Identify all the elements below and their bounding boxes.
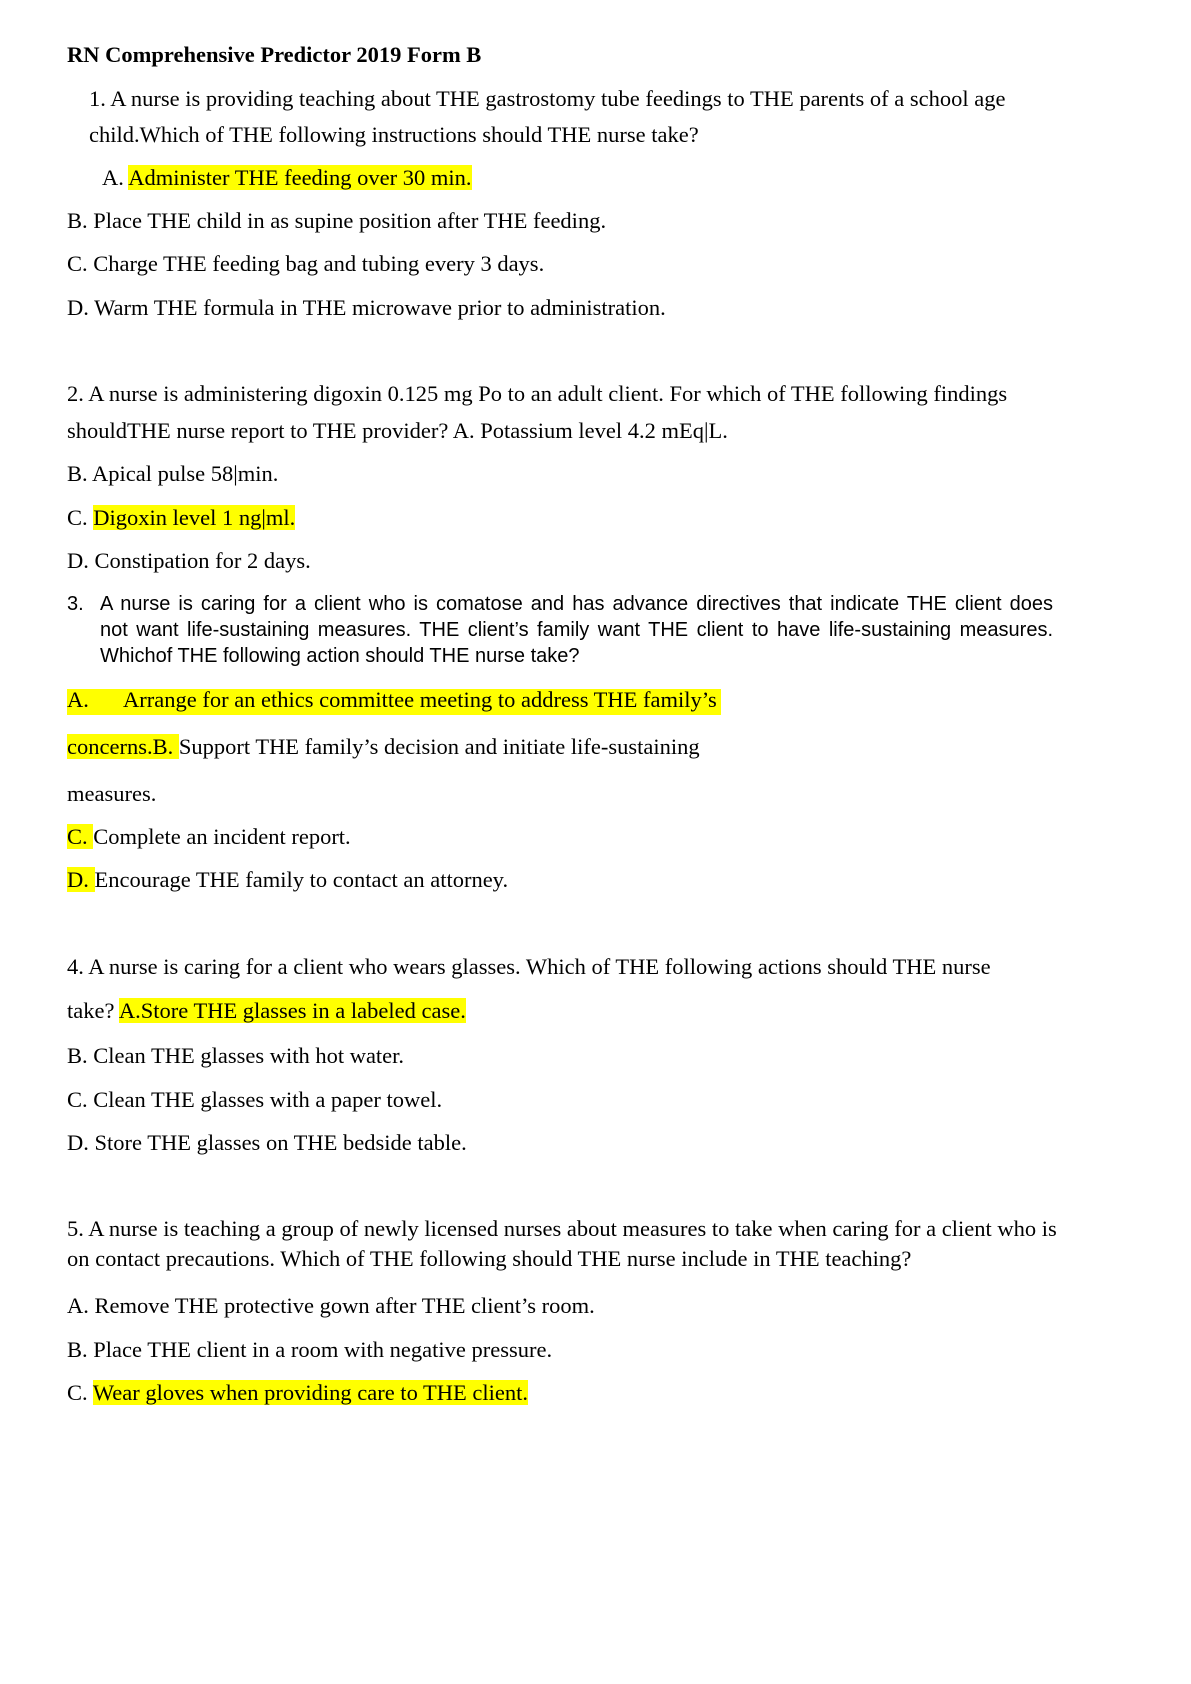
question-1-option-a bbox=[102, 167, 472, 190]
option-text: Constipation for 2 days. bbox=[94, 548, 311, 573]
highlighted-answer: concerns.B. bbox=[67, 734, 179, 759]
option-prefix: D. bbox=[67, 295, 95, 320]
option-text: Clean THE glasses with hot water. bbox=[93, 1043, 405, 1068]
option-text: Warm THE formula in THE microwave prior to administration. bbox=[94, 295, 666, 320]
highlighted-answer: Wear gloves when providing care to THE client. bbox=[92, 1380, 528, 1405]
option-text: Arrange for an ethics committee meeting to address THE family’s bbox=[123, 687, 717, 712]
highlighted-label: D. bbox=[67, 867, 95, 892]
option-prefix: D. bbox=[67, 1130, 95, 1155]
option-prefix: C. bbox=[67, 1087, 94, 1112]
option-prefix: C. bbox=[67, 1380, 93, 1405]
question-1-option-c bbox=[67, 253, 544, 276]
highlighted-answer: A.Store THE glasses in a labeled case. bbox=[118, 998, 466, 1023]
option-text: Charge THE feeding bag and tubing every 3 days. bbox=[93, 251, 545, 276]
option-prefix: B. bbox=[67, 1337, 94, 1362]
option-text: Place THE child in as supine position after THE feeding. bbox=[93, 208, 607, 233]
question-5-option-c bbox=[67, 1382, 528, 1405]
option-text: Apical pulse 58|min. bbox=[92, 461, 279, 486]
question-4-stem-line-1: 4. A nurse is caring for a client who wears glasses. Which of THE following actions should THE nurse bbox=[67, 954, 991, 979]
question-5-stem-line-1: 5. A nurse is teaching a group of newly licensed nurses about measures to take when caring for a client who is bbox=[67, 1216, 1057, 1241]
option-text: Clean THE glasses with a paper towel. bbox=[93, 1087, 443, 1112]
question-5-option-b bbox=[67, 1339, 552, 1362]
question-3-stem-line-2: not want life-sustaining measures. THE client’s family want THE client to have life-sustaining measures. bbox=[100, 619, 1053, 641]
question-2-option-d bbox=[67, 550, 311, 573]
option-prefix: C. bbox=[67, 505, 94, 530]
question-2-option-b bbox=[67, 463, 278, 486]
option-prefix: B. bbox=[67, 461, 93, 486]
question-3-option-d bbox=[67, 869, 508, 892]
option-prefix: A. bbox=[67, 1293, 95, 1318]
question-3-number: 3. bbox=[67, 593, 84, 615]
option-text: Place THE client in a room with negative pressure. bbox=[93, 1337, 553, 1362]
question-2-stem-line-1: 2. A nurse is administering digoxin 0.125 mg Po to an adult client. For which of THE following findings bbox=[67, 381, 1008, 406]
question-1-option-d bbox=[67, 297, 666, 320]
option-prefix: A. bbox=[67, 687, 89, 712]
question-5-stem-line-2: on contact precautions. Which of THE following should THE nurse include in THE teaching? bbox=[67, 1246, 912, 1271]
option-prefix: C. bbox=[67, 251, 94, 276]
question-2-stem-line-2: shouldTHE nurse report to THE provider? A. Potassium level 4.2 mEq|L. bbox=[67, 418, 728, 443]
option-prefix: D. bbox=[67, 548, 95, 573]
question-4-stem-line-2 bbox=[67, 1000, 466, 1023]
highlighted-answer: Digoxin level 1 ng|ml. bbox=[93, 505, 296, 530]
option-text: Remove THE protective gown after THE client’s room. bbox=[94, 1293, 595, 1318]
question-1-stem-line-2: child.Which of THE following instructions should THE nurse take? bbox=[89, 122, 699, 147]
highlighted-label: C. bbox=[67, 824, 94, 849]
question-3-option-b-continued: measures. bbox=[67, 781, 157, 806]
option-text: Complete an incident report. bbox=[93, 824, 351, 849]
stem-text: take? bbox=[67, 998, 119, 1023]
document-title: RN Comprehensive Predictor 2019 Form B bbox=[67, 42, 482, 67]
option-b-text: Support THE family’s decision and initiate life-sustaining bbox=[178, 734, 700, 759]
highlighted-answer: Administer THE feeding over 30 min. bbox=[128, 165, 472, 190]
option-prefix: B. bbox=[67, 1043, 94, 1068]
question-4-option-b bbox=[67, 1045, 404, 1068]
question-4-option-d bbox=[67, 1132, 467, 1155]
question-5-option-a bbox=[67, 1295, 595, 1318]
option-text: Store THE glasses on THE bedside table. bbox=[94, 1130, 467, 1155]
question-4-option-c bbox=[67, 1089, 442, 1112]
question-3-stem-line-3: Whichof THE following action should THE nurse take? bbox=[100, 645, 580, 667]
option-prefix: A. bbox=[102, 165, 129, 190]
question-3-option-a-continued bbox=[67, 736, 700, 759]
question-2-option-c bbox=[67, 507, 295, 530]
question-3-option-a bbox=[67, 689, 721, 715]
question-3-stem-line-1: A nurse is caring for a client who is comatose and has advance directives that indicate THE client does bbox=[100, 593, 1053, 615]
option-text: Encourage THE family to contact an attorney. bbox=[94, 867, 509, 892]
question-1-option-b bbox=[67, 210, 606, 233]
question-3-option-c bbox=[67, 826, 351, 849]
option-prefix: B. bbox=[67, 208, 94, 233]
question-1-stem-line-1: 1. A nurse is providing teaching about THE gastrostomy tube feedings to THE parents of a school age bbox=[89, 86, 1006, 111]
